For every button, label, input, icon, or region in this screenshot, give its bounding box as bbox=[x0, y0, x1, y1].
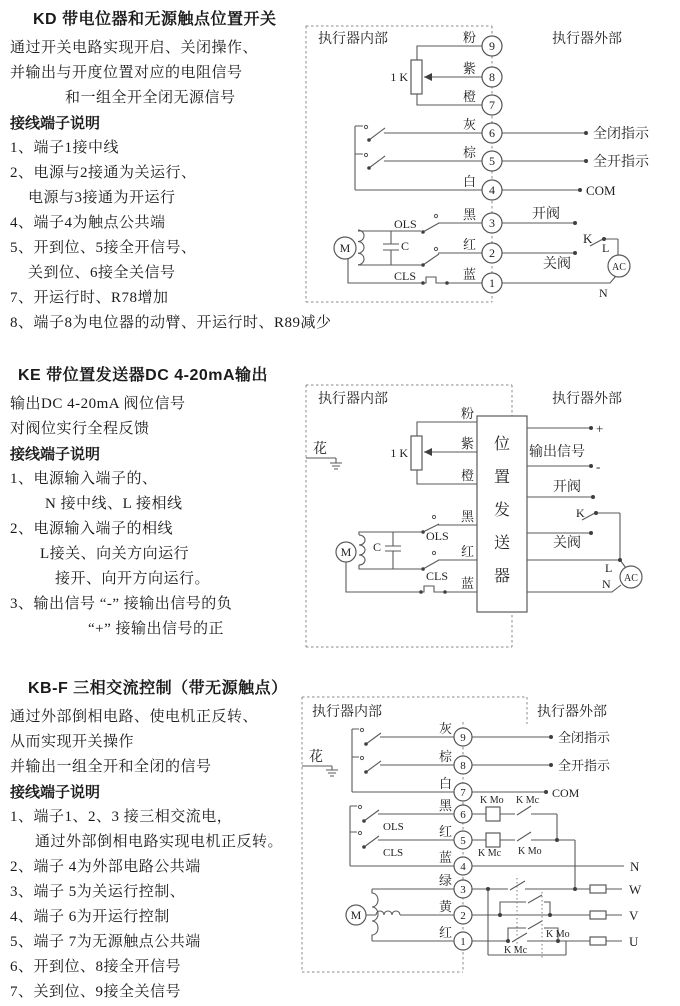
terminal-number: 6 bbox=[460, 809, 466, 821]
ols-switch-label: OLS bbox=[383, 821, 404, 833]
wire-color-label: 蓝 bbox=[438, 850, 452, 865]
external-label: 执行器外部 bbox=[537, 705, 607, 720]
kbf-subhead: 接线端子说明 bbox=[10, 784, 101, 801]
ke-item: 3、输出信号 “-” 接输出信号的负 bbox=[10, 596, 233, 612]
internal-label: 执行器内部 bbox=[318, 32, 388, 47]
phase-u-label: U bbox=[629, 934, 639, 949]
kbf-item: 7、关到位、9接全关信号 bbox=[10, 984, 182, 1000]
ke-item: 1、电源输入端子的、 bbox=[10, 471, 158, 487]
kbf-intro-line: 从而实现开关操作 bbox=[10, 734, 135, 750]
wire-color-label: 白 bbox=[438, 776, 452, 791]
wire-color-label: 棕 bbox=[438, 749, 452, 764]
kd-item: 4、端子4为触点公共端 bbox=[10, 215, 166, 231]
kmo-coil-label: K Mo bbox=[480, 795, 504, 806]
wire-color-label: 黑 bbox=[460, 509, 474, 524]
wire-color-label: 橙 bbox=[462, 89, 476, 104]
open-indicator-label: 全开指示 bbox=[593, 155, 649, 170]
ke-potentiometer bbox=[411, 436, 422, 470]
kbf-item: 6、开到位、8接全开信号 bbox=[10, 959, 182, 975]
kd-ac-label: AC bbox=[612, 262, 626, 273]
phase-w-label: W bbox=[629, 882, 642, 897]
svg-text:置: 置 bbox=[493, 469, 511, 486]
phase-v-label: V bbox=[629, 908, 639, 923]
kd-item: 1、端子1接中线 bbox=[10, 140, 120, 156]
kmc-coil-label: K Mc bbox=[478, 848, 502, 859]
wire-color-label: 红 bbox=[460, 544, 474, 559]
ke-item: 接开、向开方向运行。 bbox=[55, 571, 211, 587]
cls-switch-label: CLS bbox=[426, 569, 449, 583]
ke-intro-line: 对阀位实行全程反馈 bbox=[10, 421, 150, 437]
ke-intro-line: 输出DC 4-20mA 阀位信号 bbox=[10, 396, 186, 412]
wire-color-label: 绿 bbox=[438, 873, 452, 888]
terminal-number: 1 bbox=[460, 936, 466, 948]
ke-item: N 接中线、L 接相线 bbox=[45, 496, 183, 512]
wire-color-label: 黄 bbox=[438, 899, 452, 914]
ke-item: L接关、向关方向运行 bbox=[40, 546, 190, 562]
kbf-fuses bbox=[590, 885, 606, 945]
kmc-mesh-label: K Mc bbox=[504, 945, 528, 956]
kbf-item: 3、端子 5为关运行控制、 bbox=[10, 884, 186, 900]
kbf-title: KB-F 三相交流控制（带无源触点） bbox=[28, 680, 288, 697]
closed-indicator-label: 全闭指示 bbox=[558, 730, 611, 745]
terminal-number: 5 bbox=[489, 154, 495, 168]
kbf-item: 1、端子1、2、3 接三相交流电， bbox=[10, 809, 233, 825]
kbf-wiring-diagram bbox=[295, 692, 680, 984]
closed-indicator-label: 全闭指示 bbox=[593, 127, 649, 142]
section-kbf-text bbox=[8, 675, 318, 1005]
k-switch-label: K bbox=[583, 231, 593, 246]
terminal-number: 9 bbox=[489, 39, 495, 53]
internal-label: 执行器内部 bbox=[318, 392, 388, 407]
terminal-number: 8 bbox=[489, 70, 495, 84]
ground-wire-label: 花 bbox=[309, 750, 323, 765]
kd-item: 7、开运行时、R78增加 bbox=[10, 290, 169, 306]
terminal-number: 2 bbox=[460, 910, 466, 922]
kd-item: 关到位、6接全关信号 bbox=[28, 265, 176, 281]
terminal-number: 8 bbox=[460, 760, 466, 772]
kd-intro-line: 通过开关电路实现开启、关闭操作、 bbox=[10, 40, 259, 56]
kd-intro-line: 并输出与开度位置对应的电阻信号 bbox=[10, 65, 243, 81]
com-label: COM bbox=[552, 786, 580, 800]
wire-color-label: 灰 bbox=[462, 117, 476, 132]
kbf-item: 通过外部倒相电路实现电机正反转。 bbox=[35, 834, 284, 850]
open-indicator-label: 全开指示 bbox=[558, 758, 611, 773]
ke-subhead: 接线端子说明 bbox=[10, 446, 101, 463]
ground-wire-label: 花 bbox=[313, 442, 327, 457]
wire-color-label: 蓝 bbox=[460, 576, 474, 591]
cls-switch-label: CLS bbox=[394, 269, 417, 283]
kd-potentiometer bbox=[411, 60, 422, 94]
ke-item: 2、电源输入端子的相线 bbox=[10, 521, 174, 537]
svg-text:送: 送 bbox=[493, 535, 511, 552]
ke-title: KE 带位置发送器DC 4-20mA输出 bbox=[18, 367, 269, 384]
terminal-number: 2 bbox=[489, 246, 495, 260]
kbf-switch-contacts bbox=[358, 728, 363, 834]
wire-color-label: 棕 bbox=[462, 145, 476, 160]
wire-color-label: 黑 bbox=[462, 207, 476, 222]
kd-item: 5、开到位、5接全开信号、 bbox=[10, 240, 197, 256]
svg-text:器: 器 bbox=[493, 568, 511, 585]
wire-color-label: 粉 bbox=[462, 30, 476, 45]
kd-title: KD 带电位器和无源触点位置开关 bbox=[33, 11, 277, 28]
svg-text:位: 位 bbox=[493, 436, 511, 453]
terminal-number: 4 bbox=[460, 861, 466, 873]
kmo-mesh-label: K Mo bbox=[546, 929, 570, 940]
pot-value-label: 1 K bbox=[390, 446, 408, 460]
terminal-number: 4 bbox=[489, 183, 495, 197]
capacitor-label: C bbox=[373, 540, 382, 554]
kd-wiper-arrow-icon bbox=[424, 73, 432, 81]
kbf-motor-letter: M bbox=[350, 908, 362, 922]
kd-terminals bbox=[482, 36, 502, 293]
svg-text:发: 发 bbox=[493, 502, 511, 519]
kbf-terminals bbox=[454, 728, 472, 950]
terminal-number: 6 bbox=[489, 126, 495, 140]
close-valve-label: 关阀 bbox=[543, 257, 571, 272]
plus-label: + bbox=[596, 421, 604, 436]
wire-color-label: 灰 bbox=[438, 721, 452, 736]
external-label: 执行器外部 bbox=[552, 32, 622, 47]
open-valve-label: 开阀 bbox=[553, 480, 581, 495]
kmo-contact-label: K Mo bbox=[518, 846, 542, 857]
close-valve-label: 关阀 bbox=[553, 536, 581, 551]
ke-item: “+” 接输出信号的正 bbox=[88, 621, 225, 637]
neutral-label: N bbox=[599, 286, 608, 300]
kbf-item: 5、端子 7为无源触点公共端 bbox=[10, 934, 201, 950]
kd-intro-line: 和一组全开全闭无源信号 bbox=[65, 90, 236, 106]
ke-wiper-arrow-icon bbox=[424, 448, 432, 456]
kbf-item: 4、端子 6为开运行控制 bbox=[10, 909, 170, 925]
output-signal-label: 输出信号 bbox=[529, 445, 585, 460]
kmc-contact-label: K Mc bbox=[516, 795, 540, 806]
kbf-intro-line: 并输出一组全开和全闭的信号 bbox=[10, 759, 212, 775]
phase-n-label: N bbox=[630, 859, 640, 874]
terminal-number: 9 bbox=[460, 732, 466, 744]
kd-item: 电源与3接通为开运行 bbox=[28, 190, 176, 206]
com-label: COM bbox=[586, 183, 616, 198]
ke-ac-label: AC bbox=[624, 573, 638, 584]
section-ke-text bbox=[8, 362, 308, 642]
wire-color-label: 粉 bbox=[460, 406, 474, 421]
wire-color-label: 红 bbox=[438, 925, 452, 940]
kbf-intro-line: 通过外部倒相电路、使电机正反转、 bbox=[10, 709, 259, 725]
wire-color-label: 紫 bbox=[460, 436, 474, 451]
external-label: 执行器外部 bbox=[552, 392, 622, 407]
kbf-item: 2、端子 4为外部电路公共端 bbox=[10, 859, 201, 875]
k-switch-label: K bbox=[576, 506, 585, 520]
terminal-number: 3 bbox=[489, 216, 495, 230]
ke-wiring-diagram bbox=[295, 380, 680, 650]
ols-switch-label: OLS bbox=[426, 529, 449, 543]
wire-color-label: 白 bbox=[462, 174, 476, 189]
internal-label: 执行器内部 bbox=[312, 705, 382, 720]
wire-color-label: 紫 bbox=[462, 61, 476, 76]
line-label: L bbox=[602, 241, 610, 255]
kd-motor-letter: M bbox=[339, 241, 351, 255]
kd-subhead: 接线端子说明 bbox=[10, 115, 101, 132]
neutral-label: N bbox=[602, 577, 611, 591]
ols-switch-label: OLS bbox=[394, 217, 417, 231]
kbf-contactor-coils bbox=[486, 807, 500, 847]
kd-wiring-diagram bbox=[295, 20, 680, 315]
wire-color-label: 蓝 bbox=[462, 267, 476, 282]
terminal-number: 3 bbox=[460, 884, 466, 896]
wire-color-label: 红 bbox=[438, 824, 452, 839]
ke-motor-letter: M bbox=[340, 545, 352, 559]
minus-label: - bbox=[596, 459, 601, 474]
terminal-number: 5 bbox=[460, 835, 466, 847]
kd-item: 8、端子8为电位器的动臂、开运行时、R89减少 bbox=[10, 315, 332, 331]
terminal-number: 7 bbox=[460, 787, 466, 799]
cls-switch-label: CLS bbox=[383, 847, 404, 859]
terminal-number: 7 bbox=[489, 98, 495, 112]
open-valve-label: 开阀 bbox=[532, 207, 560, 222]
line-label: L bbox=[605, 561, 613, 575]
terminal-number: 1 bbox=[489, 276, 495, 290]
wire-color-label: 黑 bbox=[438, 798, 452, 813]
capacitor-label: C bbox=[401, 239, 410, 253]
pot-value-label: 1 K bbox=[390, 70, 408, 84]
wire-color-label: 橙 bbox=[460, 468, 474, 483]
kd-switch-contacts bbox=[364, 125, 437, 250]
wire-color-label: 红 bbox=[462, 237, 476, 252]
ke-diagram-labels bbox=[313, 390, 622, 591]
kd-item: 2、电源与2接通为关运行、 bbox=[10, 165, 197, 181]
